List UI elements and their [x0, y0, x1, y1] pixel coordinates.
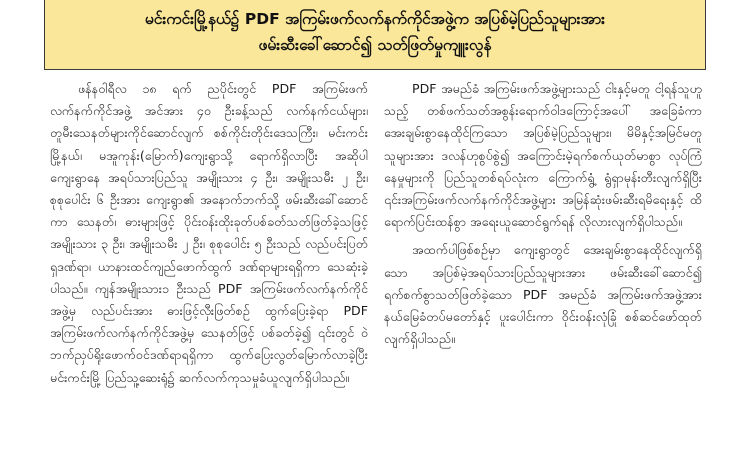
- headline-line-1: မင်းကင်းမြို့နယ်၌ PDF အကြမ်းဖက်လက်နက်ကိုင်အဖွဲ့က အပြစ်မဲ့ပြည်သူများအား: [144, 10, 606, 28]
- article-paragraph: PDF အမည်ခံ အကြမ်းဖက်အဖွဲ့များသည် ငါးနှင့်မတူ ငါ့ရန်သူဟူသည့် တစ်ဖက်သတ်အစွန်းရောက်ဝါဒကြောင့်အပေါ် အခြေခံကာ အေးချမ်းစွာနေထိုင်ကြသော အပြစ်မဲ့ပြည်သူများ၊ မိမိနှင့်အမြင်မတူသူများအား ဒလန်ဟုစွပ်စွဲ၍ အကြောင်းမဲ့ရက်စက်ယုတ်မာစွာ လုပ်ကြံနေမှုများကို ပြည်သူတစ်ရပ်လုံးက ကြောက်ရွံ့ ရွံရှာမုန်းတီးလျက်ရှိပြီး ၎င်းအကြမ်းဖက်လက်နက်ကိုင်အဖွဲ့များ အမြန်ဆုံးဖမ်းဆီးရမိရေးနှင့် ထိရောက်ပြင်းထန်စွာ အရေးယူဆောင်ရွက်ရန် လိုလားလျက်ရှိပါသည်။: [384, 81, 702, 230]
- article-left-column: [50, 78, 368, 389]
- article-paragraph: အထက်ပါဖြစ်စဉ်မှာ ကျေးရွာတွင် အေးချမ်းစွာနေထိုင်လျက်ရှိသော အပြစ်မဲ့အရပ်သားပြည်သူများအား ဖမ်းဆီးခေါ်ဆောင်၍ ရက်စက်စွာသတ်ဖြတ်ခဲ့သော PDF အမည်ခံ အကြမ်းဖက်အဖွဲ့အား နယ်မြေခံတပ်မတော်နှင့် ပူးပေါင်းကာ ဝိုင်းဝန်းလုံခြုံ စစ်ဆင်ဖော်ထုတ်လျက်ရှိပါသည်။: [384, 242, 702, 347]
- headline-line-2: ဖမ်းဆီးခေါ်ဆောင်၍ သတ်ဖြတ်မှုကျူးလွန်: [258, 36, 492, 54]
- article-right-column: [384, 78, 702, 350]
- article-paragraph: ဖန်နဝါရီလ ၁၈ ရက် ညပိုင်းတွင် PDF အကြမ်းဖက် လက်နက်ကိုင်အဖွဲ့ အင်အား ၄၀ ဦးခန့်သည် လက်နက်ငယ်များ၊ တူမီးသေနတ်များကိုင်ဆောင်လျက် စစ်ကိုင်းတိုင်းဒေသကြီး၊ မင်းကင်းမြို့နယ်၊ မအူကုန်း(မြောက်)ကျေးရွာသို့ ရောက်ရှိလာပြီး အဆိုပါ ကျေးရွာနေ အရပ်သားပြည်သူ အမျိုးသား ၄ ဦး၊ အမျိုးသမီး ၂ ဦး၊ စုစုပေါင်း ၆ ဦးအား ကျေးရွာ၏ အနောက်ဘက်သို့ ဖမ်းဆီးခေါ်ဆောင်ကာ သေနတ်၊ ဓားများဖြင့် ပိုင်းဝန်းထိုးခုတ်ပစ်ခတ်သတ်ဖြတ်ခဲ့သဖြင့် အမျိုးသား ၃ ဦး၊ အမျိုးသမီး ၂ ဦး၊ စုစုပေါင်း ၅ ဦးသည် လည်ပင်းပြတ်ရှဒဏ်ရာ၊ ယာနားထင်ကျည်ဖောက်ထွက် ဒဏ်ရာများရရှိကာ သေဆုံးခဲ့ပါသည်။ ကျန်အမျိုးသား၁ ဦးသည် PDF အကြမ်းဖက်လက်နက်ကိုင်အဖွဲ့မှ လည်ပင်းအား ဓားဖြင့်လှီးဖြတ်စဉ် ထွက်ပြေးခဲ့ရာ PDF အကြမ်းဖက်လက်နက်ကိုင်အဖွဲ့မှ သေနတ်ဖြင့် ပစ်ခတ်ခဲ့၍ ၎င်းတွင် ဝဲဘက်ညှပ်ရိုးဖောက်ဝင်ဒဏ်ရာရရှိကာ ထွက်ပြေးလွတ်မြောက်လာခဲ့ပြီး မင်းကင်းမြို့ ပြည်သူ့ဆေးရုံ၌ ဆက်လက်ကုသမှုခံယူလျက်ရှိပါသည်။: [50, 81, 368, 385]
- headline-banner: [44, 0, 706, 70]
